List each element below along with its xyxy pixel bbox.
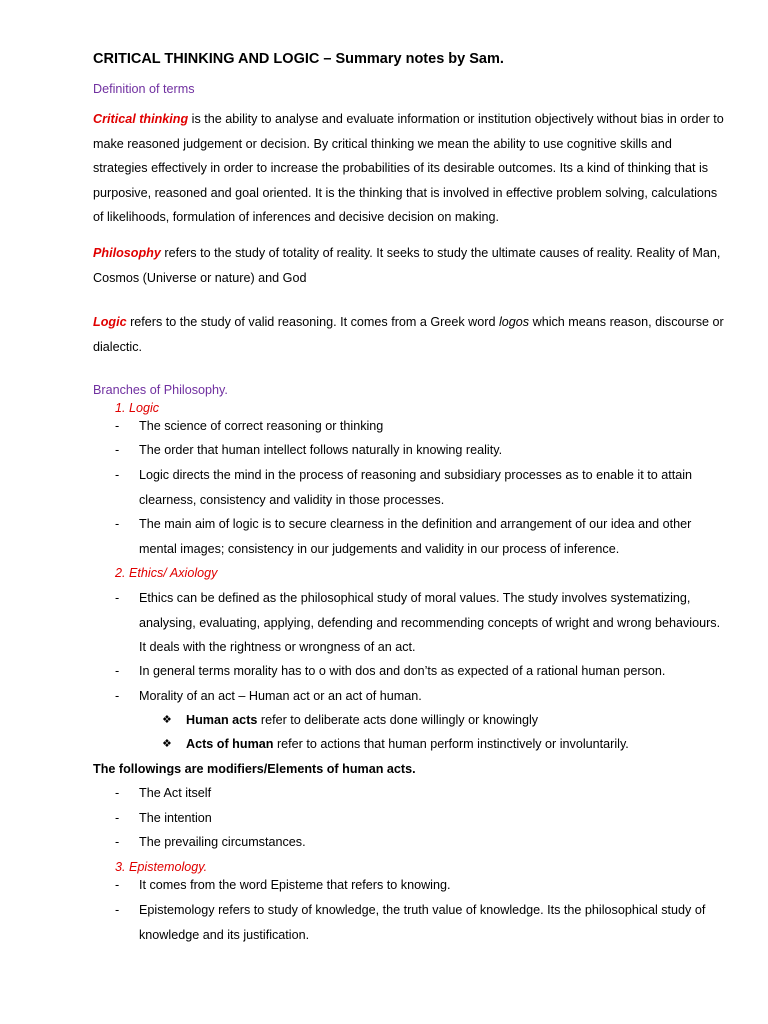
human-acts-text: refer to deliberate acts done willingly or knowingly [257, 713, 539, 727]
dash-marker: - [115, 419, 120, 433]
dash-marker: - [115, 468, 120, 482]
modifier-item: The intention [139, 811, 212, 825]
critical-thinking-term: Critical thinking [93, 112, 189, 126]
acts-of-human-text: refer to actions that human perform instinctively or involuntarily. [273, 737, 629, 751]
branch-epistemology-label: 3. Epistemology. [115, 860, 208, 874]
critical-thinking-text: is the ability to analyse and evaluate information or institution objectively without bias in order to make reasoned judgement or decision. By critical thinking we mean the ability to use cognitive skills and strategies effectively in order to increase the probabilities of its desirable outcomes. Its a kind of thinking that is purposive, reasoned and goal oriented. It is the thinking that is involved in effective problem solving, calculations of likelihoods, formulation of inferences and decisive decision on making. [93, 112, 724, 225]
modifiers-heading: The followings are modifiers/Elements of human acts. [93, 762, 416, 776]
logic-item: The science of correct reasoning or thinking [139, 419, 384, 433]
dash-marker: - [115, 689, 120, 703]
philosophy-text: refers to the study of totality of reality. It seeks to study the ultimate causes of reality. Reality of Man, Cosmos (Universe or nature) and God [93, 246, 721, 285]
dash-marker: - [115, 591, 120, 605]
logic-text-1: refers to the study of valid reasoning. It comes from a Greek word [126, 315, 499, 329]
branches-heading: Branches of Philosophy. [93, 383, 228, 397]
logic-term: Logic [93, 315, 127, 329]
definitions-heading: Definition of terms [93, 82, 195, 96]
logic-item: Logic directs the mind in the process of reasoning and subsidiary processes as to enable it to attain clearness, consistency and validity in those processes. [139, 468, 693, 507]
human-acts-term: Human acts [186, 713, 258, 727]
dash-marker: - [115, 835, 120, 849]
logic-item: The order that human intellect follows naturally in knowing reality. [139, 443, 503, 457]
logic-definition [93, 310, 725, 359]
philosophy-definition [93, 241, 725, 290]
document-title: CRITICAL THINKING AND LOGIC – Summary notes by Sam. [93, 51, 504, 67]
modifier-item: The Act itself [139, 786, 212, 800]
acts-of-human-item [186, 737, 629, 751]
diamond-bullet-icon: ❖ [162, 714, 172, 726]
ethics-item: Morality of an act – Human act or an act of human. [139, 689, 422, 703]
diamond-bullet-icon: ❖ [162, 738, 172, 750]
philosophy-term: Philosophy [93, 246, 161, 260]
dash-marker: - [115, 786, 120, 800]
ethics-item: Ethics can be defined as the philosophical study of moral values. The study involves systematizing, analysing, evaluating, applying, defending and recommending concepts of wright and wrong behaviours. It deals with the rightness or wrongness of an act. [139, 591, 721, 655]
critical-thinking-definition [93, 107, 725, 230]
logos-word: logos [498, 315, 530, 329]
dash-marker: - [115, 443, 120, 457]
dash-marker: - [115, 811, 120, 825]
ethics-item: In general terms morality has to o with dos and don’ts as expected of a rational human person. [139, 664, 666, 678]
branch-logic-label: 1. Logic [115, 401, 160, 415]
dash-marker: - [115, 878, 120, 892]
logic-text-2: which means reason, discourse or dialectic. [93, 315, 724, 354]
dash-marker: - [115, 664, 120, 678]
branch-ethics-label: 2. Ethics/ Axiology [115, 566, 218, 580]
human-acts-item [186, 713, 538, 727]
dash-marker: - [115, 517, 120, 531]
logic-item: The main aim of logic is to secure clearness in the definition and arrangement of our idea and other mental images; consistency in our judgements and validity in our process of inference. [139, 517, 692, 556]
modifier-item: The prevailing circumstances. [139, 835, 306, 849]
epistemology-item: Epistemology refers to study of knowledge, the truth value of knowledge. Its the philosophical study of knowledge and its justification. [139, 903, 706, 942]
dash-marker: - [115, 903, 120, 917]
epistemology-item: It comes from the word Episteme that refers to knowing. [139, 878, 451, 892]
acts-of-human-term: Acts of human [186, 737, 274, 751]
